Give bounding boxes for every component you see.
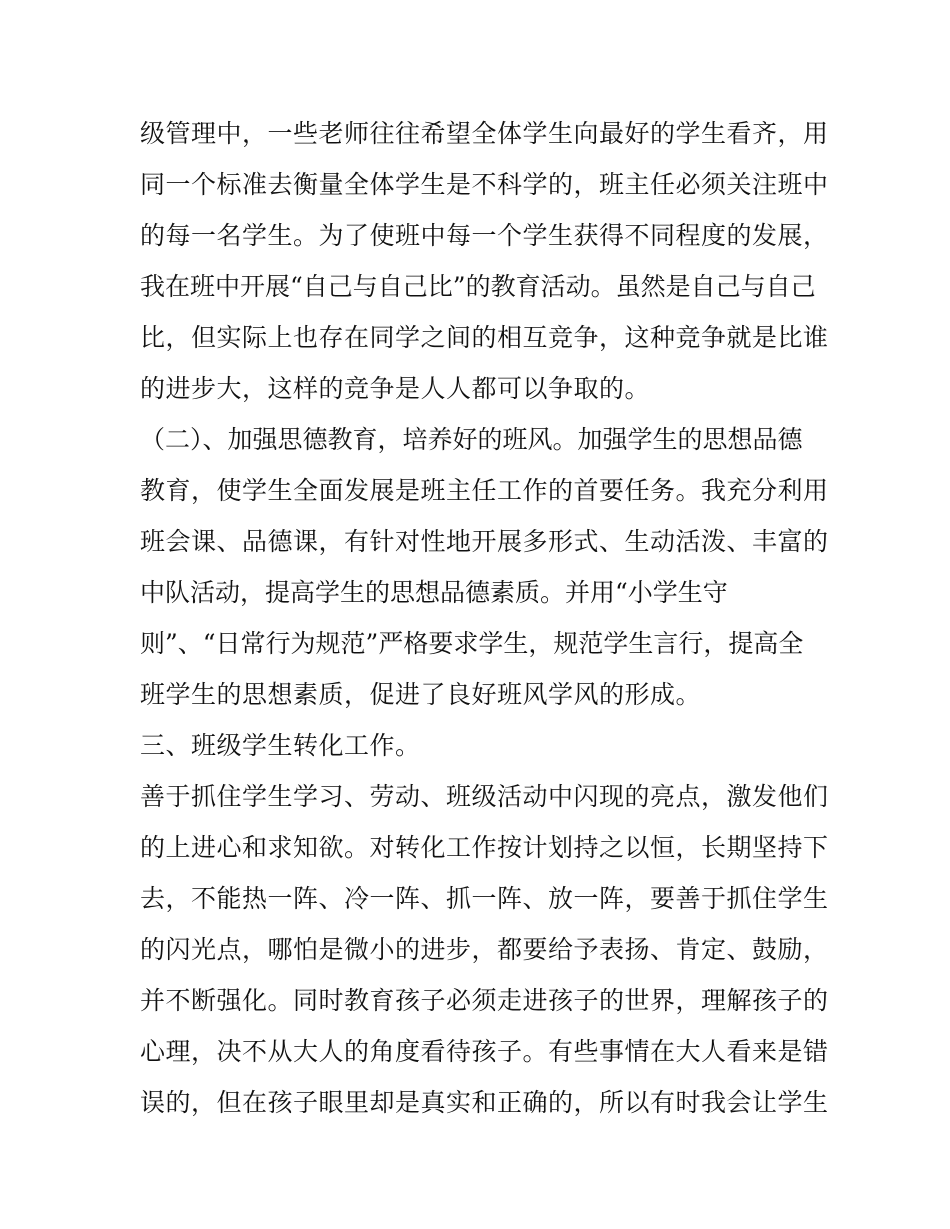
- text-line-18: 并不断强化。同时教育孩子必须走进孩子的世界，理解孩子的: [140, 986, 829, 1015]
- text-line-3: 的每一名学生。为了使班中每一个学生获得不同程度的发展，: [140, 221, 829, 250]
- text-line-9: 班会课、品德课，有针对性地开展多形式、生动活泼、丰富的: [140, 527, 829, 556]
- text-line-10: 中队活动，提高学生的思想品德素质。并用“小学生守: [140, 578, 728, 607]
- text-line-14: 善于抓住学生学习、劳动、班级活动中闪现的亮点，激发他们: [140, 782, 829, 811]
- text-line-15: 的上进心和求知欲。对转化工作按计划持之以恒，长期坚持下: [140, 833, 829, 862]
- text-line-4: 我在班中开展“自己与自己比”的教育活动。虽然是自己与自己: [140, 272, 816, 301]
- text-line-2: 同一个标准去衡量全体学生是不科学的，班主任必须关注班中: [140, 170, 829, 199]
- text-line-6: 的进步大，这样的竞争是人人都可以争取的。: [140, 374, 651, 403]
- text-line-16: 去，不能热一阵、冷一阵、抓一阵、放一阵，要善于抓住学生: [140, 884, 829, 913]
- text-line-20: 误的，但在孩子眼里却是真实和正确的，所以有时我会让学生: [140, 1088, 829, 1117]
- body-text: [140, 108, 829, 1128]
- text-line-17: 的闪光点，哪怕是微小的进步，都要给予表扬、肯定、鼓励，: [140, 935, 829, 964]
- text-line-19: 心理，决不从大人的角度看待孩子。有些事情在大人看来是错: [140, 1037, 829, 1066]
- text-line-8: 教育，使学生全面发展是班主任工作的首要任务。我充分利用: [140, 476, 829, 505]
- text-line-12: 班学生的思想素质，促进了良好班风学风的形成。: [140, 680, 702, 709]
- text-line-11: 则”、“日常行为规范”严格要求学生，规范学生言行，提高全: [140, 629, 804, 658]
- section-heading: 三、班级学生转化工作。: [140, 731, 421, 760]
- text-line-1: 级管理中，一些老师往往希望全体学生向最好的学生看齐，用: [140, 119, 829, 148]
- text-line-5: 比，但实际上也存在同学之间的相互竞争，这种竞争就是比谁: [140, 323, 829, 352]
- text-line-7: （二）、加强思德教育，培养好的班风。加强学生的思想品德: [140, 425, 803, 454]
